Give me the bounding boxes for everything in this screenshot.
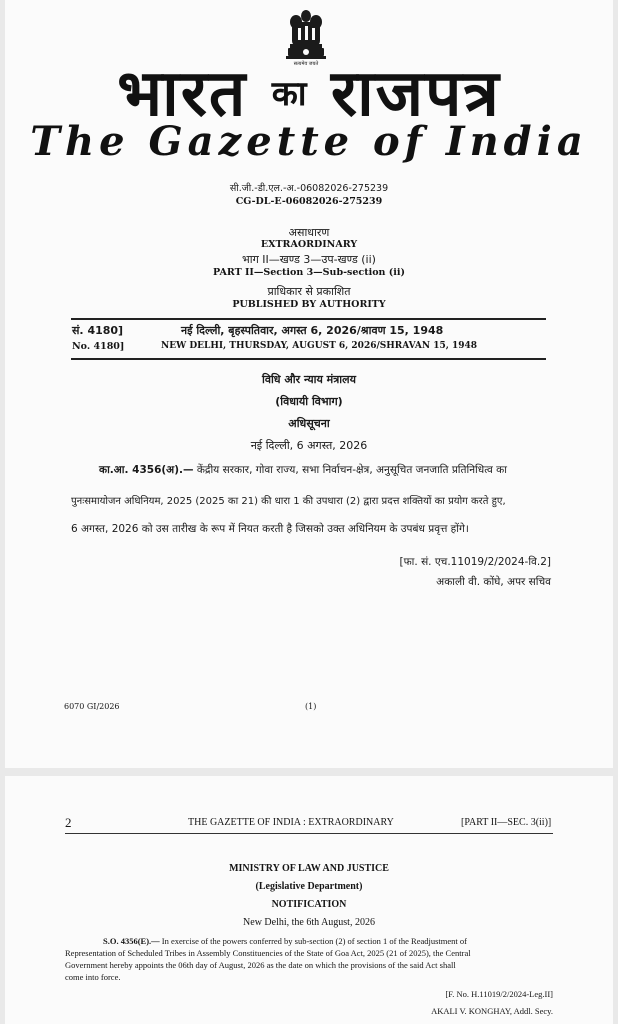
file-number-english: [F. No. H.11019/2/2024-Leg.II] [445, 989, 553, 999]
gazette-english-title: The Gazette of India [30, 118, 588, 165]
running-head-part: [PART II—SEC. 3(ii)] [461, 817, 552, 828]
notice-line-1-english [103, 936, 467, 946]
footer-page-number: (1) [305, 702, 317, 711]
issue-no-english: No. 4180] [72, 341, 125, 352]
gazette-hindi-title [5, 57, 613, 131]
notice-line-2: पुनःसमायोजन अधिनियम, 2025 (2025 का 21) की धारा 1 की उपधारा (2) द्वारा प्रदत्त शक्तियों का प्रयोग करते हुए, [71, 496, 506, 507]
notice-line-1-english-text: In exercise of the powers conferred by sub-section (2) of section 1 of the Readjustment of [161, 936, 467, 946]
notice-line-3-english: Government hereby appoints the 06th day of August, 2026 as the date on which the provisions of the said Act shall [65, 960, 456, 970]
running-head-rule [65, 833, 553, 834]
ministry-hindi: विधि और न्याय मंत्रालय [261, 373, 356, 386]
header-rule-bottom [71, 358, 546, 360]
file-number-hindi: [फा. सं. एच.11019/2/2024-वि.2] [399, 556, 551, 568]
issue-no-hindi: सं. 4180] [72, 324, 124, 337]
so-number-english: S.O. 4356(E).— [103, 936, 160, 946]
notice-line-3: 6 अगस्त, 2026 को उस तारीख के रूप में नियत करती है जिसको उक्त अधिनियम के उपबंध प्रवृत्त होंगे। [71, 523, 469, 535]
part-english: PART II—Section 3—Sub-section (ii) [213, 267, 405, 278]
code-hindi: सी.जी.-डी.एल.-अ.-06082026-275239 [229, 183, 389, 194]
gazette-page-1 [5, 0, 613, 768]
ministry-english: MINISTRY OF LAW AND JUSTICE [229, 863, 389, 874]
place-date-english: New Delhi, the 6th August, 2026 [243, 917, 375, 928]
issue-date-hindi: नई दिल्ली, बृहस्पतिवार, अगस्त 6, 2026/श्रावण 15, 1948 [181, 324, 444, 337]
extraordinary-hindi: असाधारण [288, 226, 330, 239]
issue-date-english: NEW DELHI, THURSDAY, AUGUST 6, 2026/SHRAVAN 15, 1948 [161, 341, 478, 351]
header-rule-top [71, 318, 546, 320]
running-head-page-number: 2 [65, 815, 72, 830]
signatory-english: AKALI V. KONGHAY, Addl. Secy. [431, 1006, 553, 1016]
so-number-hindi: का.आ. 4356(अ).— [99, 464, 194, 476]
running-head-title: THE GAZETTE OF INDIA : EXTRAORDINARY [188, 817, 394, 828]
code-english: CG-DL-E-06082026-275239 [235, 196, 383, 207]
hindi-title-bharat: भारत [117, 57, 248, 131]
part-hindi: भाग II—खण्ड 3—उप-खण्ड (ii) [242, 253, 376, 266]
place-date-hindi: नई दिल्ली, 6 अगस्त, 2026 [250, 439, 368, 452]
notice-line-4-english: come into force. [65, 972, 121, 982]
authority-english: PUBLISHED BY AUTHORITY [232, 299, 386, 310]
signatory-hindi: अकाली वी. कोंघे, अपर सचिव [436, 576, 551, 588]
extraordinary-english: EXTRAORDINARY [260, 239, 358, 250]
notification-hindi: अधिसूचना [288, 417, 330, 430]
hindi-title-ka: का [271, 74, 307, 114]
hindi-title-rajpatra: राजपत्र [330, 57, 501, 131]
notification-english: NOTIFICATION [271, 899, 347, 910]
department-hindi: (विधायी विभाग) [275, 395, 343, 408]
notice-line-1 [99, 463, 507, 477]
authority-hindi: प्राधिकार से प्रकाशित [267, 285, 351, 298]
notice-line-1-text: केंद्रीय सरकार, गोवा राज्य, सभा निर्वाचन-क्षेत्र, अनुसूचित जनजाति प्रतिनिधित्व का [196, 464, 507, 476]
emblem-motto: सत्यमेव जयते [293, 61, 319, 67]
department-english: (Legislative Department) [255, 881, 363, 892]
notice-line-2-english: Representation of Scheduled Tribes in Assembly Constituencies of the State of Goa Act, 2025 (21 of 2025), the Central [65, 948, 471, 958]
gazette-page-2 [5, 776, 613, 1024]
footer-code: 6070 GI/2026 [64, 702, 120, 711]
